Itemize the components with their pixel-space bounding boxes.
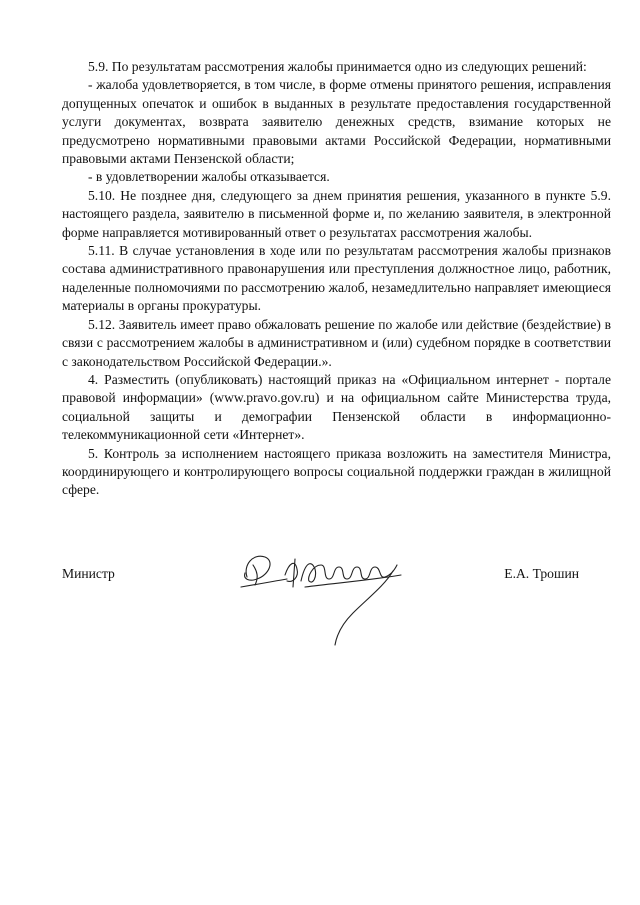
paragraph-5-9: 5.9. По результатам рассмотрения жалобы принимается одно из следующих решений: xyxy=(88,59,587,74)
document-body xyxy=(62,58,611,500)
paragraph-5-9-option-2: - в удовлетворении жалобы отказывается. xyxy=(88,169,330,185)
paragraph-5: 5. Контроль за исполнением настоящего приказа возложить на заместителя Министра, координирующего и контролирующего вопросы социальной поддержки граждан в жилищной сфере. xyxy=(62,445,611,498)
signatory-title: Министр xyxy=(62,566,115,581)
signatory-name: Е.А. Трошин xyxy=(504,566,579,581)
paragraph-4: 4. Разместить (опубликовать) настоящий приказ на «Официальном интернет - портале правовой информации» (www.pravo.gov.ru) и на официальном сайте Министерства труда, социальной защиты и демографии Пензенской области в информационно-телекоммуникационной сети «Интернет». xyxy=(62,371,611,443)
paragraph-5-9-option-1: - жалоба удовлетворяется, в том числе, в форме отмены принятого решения, исправления допущенных опечаток и ошибок в выданных в результате предоставления государственной услуги документах, возврата заявителю денежных средств, взимание которых не предусмотрено нормативными правовыми актами Российской Федерации, нормативными правовыми актами Пензенской области; xyxy=(62,77,611,167)
paragraph-5-10: 5.10. Не позднее дня, следующего за днем принятия решения, указанного в пункте 5.9. настоящего раздела, заявителю в письменной форме и, по желанию заявителя, в электронной форме направляется мотивированный ответ о результатах рассмотрения жалобы. xyxy=(62,187,611,240)
handwritten-signature-icon xyxy=(235,535,415,655)
paragraph-5-11: 5.11. В случае установления в ходе или по результатам рассмотрения жалобы признаков состава административного правонарушения или преступления должностное лицо, работник, наделенные полномочиями по рассмотрению жалоб, незамедлительно направляет имеющиеся материалы в органы прокуратуры. xyxy=(62,243,611,314)
paragraph-5-12: 5.12. Заявитель имеет право обжаловать решение по жалобе или действие (бездействие) в связи с рассмотрением жалобы в административном и (или) судебном порядке в соответствии с законодательством Российской Федерации.». xyxy=(62,316,611,369)
